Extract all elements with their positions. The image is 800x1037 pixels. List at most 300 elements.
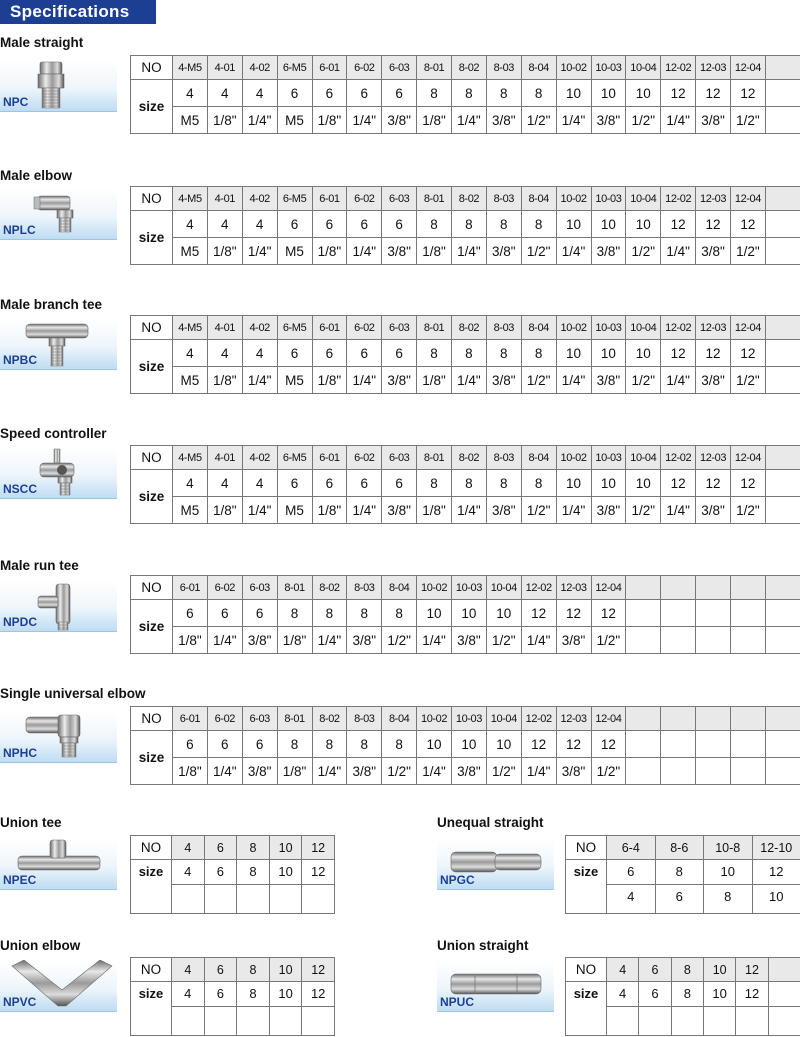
size-cell: 1/2" xyxy=(591,627,626,654)
size-cell: 1/4" xyxy=(452,367,487,394)
size-cell: 6 xyxy=(204,860,237,885)
model-number-cell: 6-01 xyxy=(312,316,347,340)
model-number-row xyxy=(566,836,800,860)
size-cell: 6 xyxy=(382,80,417,107)
model-number-cell: 6-03 xyxy=(382,56,417,80)
size-cell: 8 xyxy=(237,860,270,885)
size-cell: 8 xyxy=(521,211,556,238)
size-cell: 6 xyxy=(382,340,417,367)
size-cell: 1/2" xyxy=(626,497,661,524)
empty-cell xyxy=(696,627,731,654)
model-number-cell: 6-02 xyxy=(207,576,242,600)
model-number-cell: 8-01 xyxy=(277,576,312,600)
size-cell: 6 xyxy=(277,340,312,367)
model-number-cell: 4 xyxy=(172,836,205,860)
model-number-cell: 6-02 xyxy=(347,316,382,340)
model-number-cell: 8-03 xyxy=(486,187,521,211)
size-cell: 1/4" xyxy=(417,758,452,785)
size-cell: 1/4" xyxy=(347,497,382,524)
thread-size-row xyxy=(131,107,800,134)
size-cell: 8 xyxy=(671,982,703,1007)
size-cell: 3/8" xyxy=(591,238,626,265)
size-cell: 8 xyxy=(347,600,382,627)
size-cell: 1/2" xyxy=(731,367,766,394)
model-number-cell: 12 xyxy=(302,958,335,982)
size-cell: M5 xyxy=(277,107,312,134)
model-number-cell: 8-03 xyxy=(486,446,521,470)
size-cell: 3/8" xyxy=(382,238,417,265)
empty-cell xyxy=(302,1007,335,1036)
size-cell: 6 xyxy=(347,80,382,107)
size-cell: 3/8" xyxy=(382,367,417,394)
empty-cell xyxy=(639,1007,671,1036)
size-cell: 1/2" xyxy=(731,107,766,134)
size-cell: 8 xyxy=(486,211,521,238)
size-cell: 4 xyxy=(242,80,277,107)
model-number-cell: 4-M5 xyxy=(173,446,208,470)
tube-size-row xyxy=(131,340,800,367)
model-number-cell: 8-03 xyxy=(486,316,521,340)
model-number-cell: 8-01 xyxy=(417,56,452,80)
size-cell: 12 xyxy=(661,340,696,367)
model-number-cell: 4-02 xyxy=(242,316,277,340)
empty-cell xyxy=(765,56,800,80)
size-cell: 8 xyxy=(312,600,347,627)
size-cell: 1/4" xyxy=(661,497,696,524)
size-cell: 10 xyxy=(417,600,452,627)
size-cell: 8 xyxy=(655,860,704,885)
size-cell: 8 xyxy=(277,731,312,758)
size-cell: 1/8" xyxy=(312,497,347,524)
size-cell: 8 xyxy=(382,731,417,758)
no-label: NO xyxy=(131,836,172,860)
model-number-cell: 8-03 xyxy=(347,576,382,600)
model-number-cell: 10-02 xyxy=(556,446,591,470)
tube-size-row xyxy=(131,470,800,497)
size-cell: 4 xyxy=(207,80,242,107)
model-number-cell: 8 xyxy=(671,958,703,982)
spec-table xyxy=(130,55,800,134)
size-cell: 4 xyxy=(172,860,205,885)
empty-cell xyxy=(204,1007,237,1036)
size-cell: 10 xyxy=(704,860,753,885)
product-thumbnail xyxy=(0,960,117,1012)
size-cell: 10 xyxy=(752,885,800,914)
no-label: NO xyxy=(131,576,173,600)
model-number-cell: 6-01 xyxy=(312,446,347,470)
size-cell: 10 xyxy=(626,340,661,367)
spec-table xyxy=(565,835,800,914)
size-cell: 12 xyxy=(556,600,591,627)
size-cell: 4 xyxy=(173,211,208,238)
size-cell: 8 xyxy=(452,340,487,367)
empty-cell xyxy=(696,731,731,758)
model-number-cell: 8-04 xyxy=(382,707,417,731)
empty-cell xyxy=(731,600,766,627)
size-cell: 1/4" xyxy=(452,107,487,134)
size-cell: 10 xyxy=(556,80,591,107)
no-label: NO xyxy=(566,958,607,982)
size-cell: 3/8" xyxy=(486,238,521,265)
size-cell: 6 xyxy=(312,470,347,497)
section-title: Unequal straight xyxy=(437,815,544,830)
size-cell: 6 xyxy=(277,470,312,497)
tube-size-row xyxy=(131,731,800,758)
model-number-cell: 8-01 xyxy=(417,187,452,211)
size-cell: 12 xyxy=(591,731,626,758)
size-cell: 1/2" xyxy=(486,627,521,654)
model-number-cell: 6-03 xyxy=(242,707,277,731)
size-cell: 1/2" xyxy=(521,107,556,134)
size-cell: 12 xyxy=(736,982,768,1007)
model-number-cell: 8-6 xyxy=(655,836,704,860)
model-number-cell: 10-02 xyxy=(417,576,452,600)
model-number-cell: 12-04 xyxy=(731,446,766,470)
model-number-cell: 10-03 xyxy=(591,56,626,80)
empty-cell xyxy=(765,576,800,600)
model-number-cell: 8-04 xyxy=(521,446,556,470)
size-cell: 3/8" xyxy=(591,107,626,134)
model-number-cell: 8-01 xyxy=(417,446,452,470)
size-cell: 1/8" xyxy=(207,238,242,265)
size-cell: 12 xyxy=(696,80,731,107)
size-cell: 12 xyxy=(731,340,766,367)
model-number-cell: 10 xyxy=(269,958,302,982)
size-cell: 3/8" xyxy=(591,497,626,524)
model-number-cell: 8-01 xyxy=(277,707,312,731)
model-number-cell: 10-03 xyxy=(591,187,626,211)
empty-cell xyxy=(607,1007,639,1036)
empty-cell xyxy=(765,80,800,107)
model-number-cell: 8-02 xyxy=(452,56,487,80)
model-number-cell: 4-02 xyxy=(242,56,277,80)
model-number-cell: 6 xyxy=(204,836,237,860)
size-cell: 8 xyxy=(312,731,347,758)
size-cell: 1/4" xyxy=(661,238,696,265)
model-number-cell: 8-04 xyxy=(521,316,556,340)
empty-cell xyxy=(731,731,766,758)
section-title: Male run tee xyxy=(0,558,79,573)
size-cell: 6 xyxy=(312,340,347,367)
size-cell: 10 xyxy=(556,211,591,238)
tube-size-row xyxy=(131,600,800,627)
product-code: NPHC xyxy=(3,746,38,760)
size-label: size xyxy=(131,211,173,265)
size-label: size xyxy=(566,982,607,1036)
size-cell: 4 xyxy=(207,340,242,367)
size-cell: 1/4" xyxy=(417,627,452,654)
model-number-cell: 6 xyxy=(204,958,237,982)
tube-size-row xyxy=(131,860,335,885)
size-cell: 6 xyxy=(173,731,208,758)
model-number-cell: 6-03 xyxy=(242,576,277,600)
size-cell: 1/4" xyxy=(312,627,347,654)
size-cell: 3/8" xyxy=(242,627,277,654)
model-number-cell: 8-02 xyxy=(452,316,487,340)
empty-cell xyxy=(765,187,800,211)
size-cell: M5 xyxy=(173,497,208,524)
size-cell: 6 xyxy=(242,731,277,758)
model-number-row xyxy=(131,836,335,860)
size-cell: 8 xyxy=(704,885,753,914)
section-title: Union straight xyxy=(437,938,529,953)
size-cell: 8 xyxy=(452,211,487,238)
size-cell: 3/8" xyxy=(347,627,382,654)
size-cell: 4 xyxy=(172,982,205,1007)
size-cell: 10 xyxy=(269,860,302,885)
size-cell: 3/8" xyxy=(347,758,382,785)
size-label: size xyxy=(566,860,607,914)
model-number-row xyxy=(131,446,800,470)
empty-cell xyxy=(204,885,237,914)
size-cell: 8 xyxy=(486,340,521,367)
model-number-cell: 12-03 xyxy=(696,187,731,211)
model-number-cell: 10-04 xyxy=(626,56,661,80)
section-title: Male straight xyxy=(0,35,84,50)
size-cell: 1/4" xyxy=(556,367,591,394)
model-number-cell: 10-04 xyxy=(486,576,521,600)
size-cell: 6 xyxy=(242,600,277,627)
model-number-cell: 6-01 xyxy=(312,187,347,211)
empty-cell xyxy=(626,758,661,785)
empty-cell xyxy=(626,600,661,627)
size-cell: 12 xyxy=(696,470,731,497)
empty-cell xyxy=(765,627,800,654)
size-cell: 3/8" xyxy=(696,238,731,265)
size-cell: 1/2" xyxy=(382,627,417,654)
empty-cell xyxy=(626,576,661,600)
model-number-cell: 4-01 xyxy=(207,187,242,211)
size-cell: 3/8" xyxy=(486,107,521,134)
model-number-cell: 10-03 xyxy=(452,576,487,600)
size-cell: 12 xyxy=(521,731,556,758)
model-number-cell: 12-02 xyxy=(661,446,696,470)
size-cell: 6 xyxy=(347,340,382,367)
size-cell: 1/8" xyxy=(207,107,242,134)
model-number-cell: 8-01 xyxy=(417,316,452,340)
size-cell: 1/4" xyxy=(312,758,347,785)
model-number-cell: 4-01 xyxy=(207,56,242,80)
empty-cell xyxy=(661,731,696,758)
spec-table xyxy=(565,957,800,1036)
size-cell: 10 xyxy=(591,340,626,367)
no-label: NO xyxy=(131,187,173,211)
empty-cell xyxy=(269,885,302,914)
empty-cell xyxy=(626,627,661,654)
size-cell: 6 xyxy=(347,211,382,238)
model-number-cell: 6-02 xyxy=(207,707,242,731)
tube-size-row xyxy=(131,982,335,1007)
size-cell: 1/8" xyxy=(417,238,452,265)
size-cell: 12 xyxy=(556,731,591,758)
empty-cell xyxy=(731,758,766,785)
empty-cell xyxy=(768,1007,800,1036)
size-cell: 1/2" xyxy=(626,238,661,265)
model-number-cell: 8-02 xyxy=(312,707,347,731)
no-label: NO xyxy=(131,56,173,80)
model-number-row xyxy=(131,316,800,340)
model-number-cell: 4-01 xyxy=(207,316,242,340)
model-number-cell: 6 xyxy=(639,958,671,982)
size-cell: 8 xyxy=(521,340,556,367)
empty-cell xyxy=(765,600,800,627)
empty-cell xyxy=(269,1007,302,1036)
model-number-cell: 6-01 xyxy=(173,707,208,731)
size-cell: 12 xyxy=(661,470,696,497)
empty-cell xyxy=(696,707,731,731)
thread-size-row xyxy=(131,627,800,654)
size-cell: 4 xyxy=(607,982,639,1007)
model-number-cell: 10-02 xyxy=(556,56,591,80)
size-cell: 1/4" xyxy=(556,107,591,134)
size-cell: 6 xyxy=(312,80,347,107)
model-number-cell: 10-02 xyxy=(556,187,591,211)
spec-table xyxy=(130,835,335,914)
size-cell: 12 xyxy=(521,600,556,627)
size-cell: 8 xyxy=(417,340,452,367)
product-code: NPVC xyxy=(3,995,37,1009)
product-thumbnail xyxy=(0,318,117,370)
empty-cell xyxy=(172,1007,205,1036)
model-number-cell: 6-M5 xyxy=(277,316,312,340)
size-cell: 10 xyxy=(626,470,661,497)
size-cell: 10 xyxy=(486,600,521,627)
size-cell: 12 xyxy=(302,860,335,885)
size-cell: 8 xyxy=(521,470,556,497)
empty-cell xyxy=(661,627,696,654)
size-cell: 12 xyxy=(661,80,696,107)
model-number-cell: 6-03 xyxy=(382,446,417,470)
tube-size-row xyxy=(131,211,800,238)
size-cell: 10 xyxy=(417,731,452,758)
model-number-cell: 8-03 xyxy=(486,56,521,80)
model-number-cell: 12-02 xyxy=(661,56,696,80)
size-cell: 12 xyxy=(696,211,731,238)
empty-cell xyxy=(626,731,661,758)
size-cell: 10 xyxy=(591,211,626,238)
size-cell: 1/2" xyxy=(731,497,766,524)
tube-size-row xyxy=(131,80,800,107)
model-number-cell: 8 xyxy=(237,836,270,860)
product-code: NPDC xyxy=(3,615,38,629)
size-cell: 6 xyxy=(277,80,312,107)
model-number-cell: 4-02 xyxy=(242,187,277,211)
model-number-cell: 12-03 xyxy=(556,707,591,731)
size-cell: 12 xyxy=(696,340,731,367)
model-number-cell: 6-03 xyxy=(382,316,417,340)
model-number-cell: 12-03 xyxy=(696,56,731,80)
size-cell: 6 xyxy=(607,860,656,885)
size-cell: 4 xyxy=(173,470,208,497)
model-number-cell: 6-M5 xyxy=(277,56,312,80)
size-cell: 3/8" xyxy=(452,627,487,654)
section-title: Union tee xyxy=(0,815,62,830)
no-label: NO xyxy=(131,707,173,731)
section-title: Union elbow xyxy=(0,938,81,953)
product-thumbnail xyxy=(437,838,554,890)
model-number-cell: 8-02 xyxy=(452,446,487,470)
size-cell: 10 xyxy=(626,80,661,107)
size-cell: 12 xyxy=(731,470,766,497)
size-label: size xyxy=(131,470,173,524)
size-cell: M5 xyxy=(277,367,312,394)
model-number-cell: 8-02 xyxy=(312,576,347,600)
size-cell: M5 xyxy=(173,238,208,265)
empty-cell xyxy=(696,576,731,600)
size-cell: 6 xyxy=(173,600,208,627)
empty-cell xyxy=(302,885,335,914)
model-number-cell: 6-01 xyxy=(312,56,347,80)
model-number-cell: 8-03 xyxy=(347,707,382,731)
size-cell: 1/8" xyxy=(417,367,452,394)
model-number-cell: 12-02 xyxy=(661,316,696,340)
product-thumbnail xyxy=(0,838,117,890)
size-cell: 6 xyxy=(207,731,242,758)
model-number-cell: 8-04 xyxy=(521,187,556,211)
size-cell: 12 xyxy=(302,982,335,1007)
tube-size-row xyxy=(566,982,800,1007)
size-cell: 1/4" xyxy=(452,238,487,265)
size-cell: 1/2" xyxy=(731,238,766,265)
size-cell: 10 xyxy=(452,600,487,627)
size-cell: 6 xyxy=(655,885,704,914)
size-cell: 4 xyxy=(242,211,277,238)
model-number-cell: 12-04 xyxy=(591,576,626,600)
size-label: size xyxy=(131,600,173,654)
size-cell: 1/4" xyxy=(207,627,242,654)
size-cell: 10 xyxy=(556,470,591,497)
size-cell: 4 xyxy=(207,211,242,238)
size-cell: 1/2" xyxy=(521,367,556,394)
product-thumbnail xyxy=(0,711,117,763)
size-cell: 6 xyxy=(312,211,347,238)
model-number-cell: 12-04 xyxy=(731,56,766,80)
model-number-cell: 4-M5 xyxy=(173,187,208,211)
model-number-cell: 10-04 xyxy=(626,446,661,470)
size-cell: 1/4" xyxy=(207,758,242,785)
model-number-row xyxy=(131,187,800,211)
size-cell: 1/4" xyxy=(661,107,696,134)
tube-size-row xyxy=(566,860,800,885)
model-number-cell: 12 xyxy=(736,958,768,982)
size-cell: 6 xyxy=(382,470,417,497)
size-cell: 1/4" xyxy=(242,497,277,524)
product-code: NSCC xyxy=(3,482,38,496)
size-cell: 3/8" xyxy=(696,367,731,394)
size-cell: 8 xyxy=(277,600,312,627)
empty-cell xyxy=(765,107,800,134)
product-thumbnail xyxy=(0,580,117,632)
size-cell: 8 xyxy=(486,470,521,497)
model-number-cell: 10-03 xyxy=(591,446,626,470)
size-cell: 3/8" xyxy=(382,107,417,134)
model-number-cell: 12-02 xyxy=(661,187,696,211)
model-number-row xyxy=(131,958,335,982)
model-number-cell: 6-M5 xyxy=(277,187,312,211)
model-number-cell: 10-03 xyxy=(452,707,487,731)
size-cell: 6 xyxy=(382,211,417,238)
size-cell: 3/8" xyxy=(452,758,487,785)
empty-cell xyxy=(765,316,800,340)
size-cell: 12 xyxy=(731,211,766,238)
size-cell: 8 xyxy=(347,731,382,758)
spec-table xyxy=(130,186,800,265)
size-cell: 6 xyxy=(639,982,671,1007)
size-cell: 10 xyxy=(626,211,661,238)
model-number-cell: 6-4 xyxy=(607,836,656,860)
size-cell: M5 xyxy=(173,367,208,394)
empty-cell xyxy=(765,367,800,394)
